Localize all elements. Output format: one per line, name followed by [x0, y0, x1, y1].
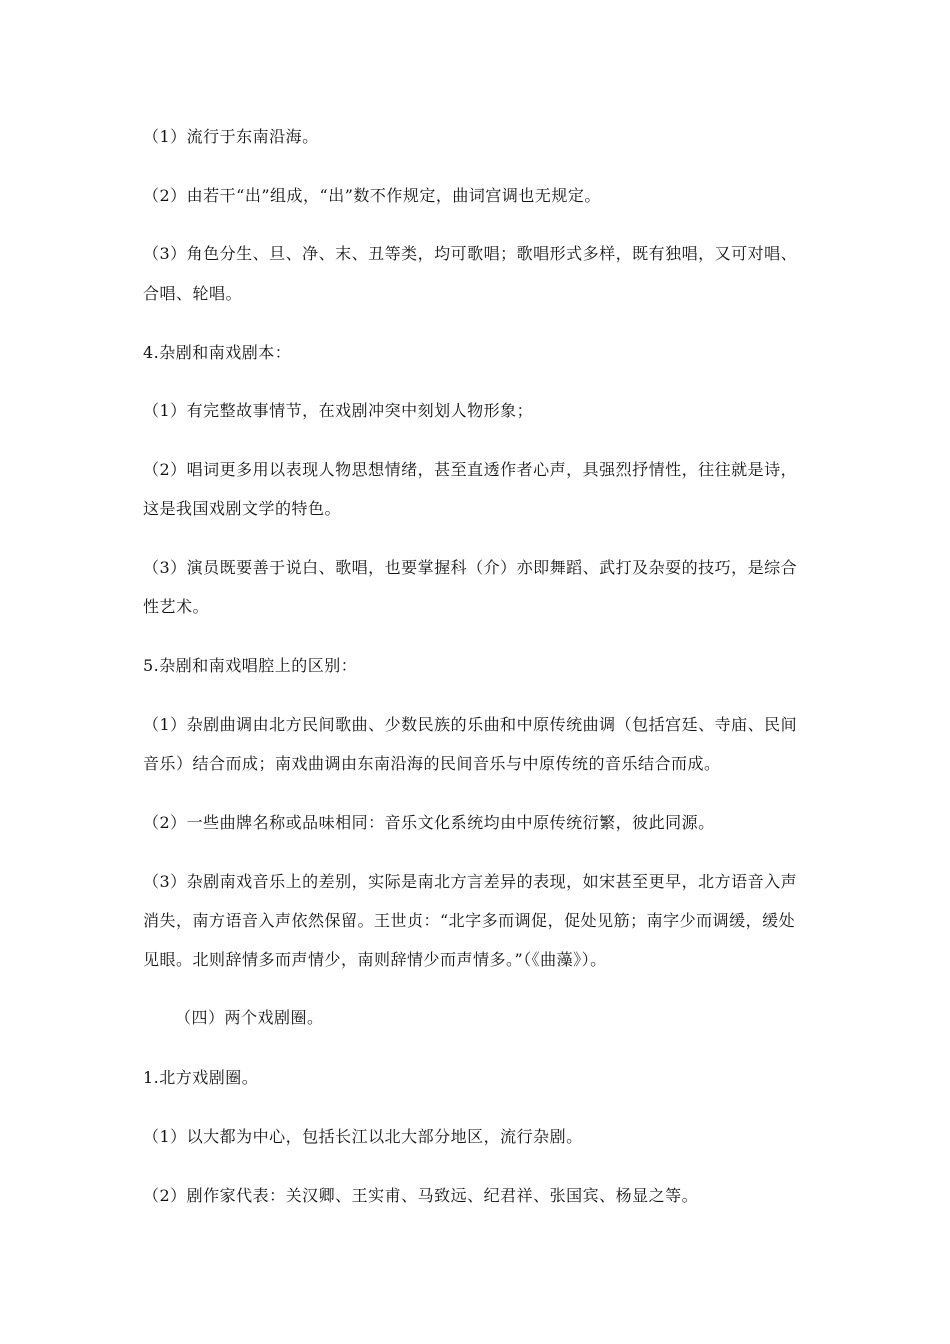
paragraph-line: （3）演员既要善于说白、歌唱，也要掌握科（介）亦即舞蹈、武打及杂耍的技巧，是综合	[143, 558, 798, 577]
paragraph-line: （3）杂剧南戏音乐上的差别，实际是南北方言差异的表现，如宋甚至更早，北方语音入声	[143, 872, 798, 891]
paragraph-line: （1）以大都为中心，包括长江以北大部分地区，流行杂剧。	[143, 1127, 583, 1146]
section-heading: （四）两个戏剧圈。	[175, 1008, 324, 1027]
paragraph-line: 这是我国戏剧文学的特色。	[143, 499, 342, 518]
paragraph-line: 音乐）结合而成；南戏曲调由东南沿海的民间音乐与中原传统的音乐结合而成。	[143, 754, 721, 773]
paragraph-line: （1）流行于东南沿海。	[143, 127, 319, 146]
section-heading: 1.北方戏剧圈。	[143, 1068, 259, 1087]
paragraph-line: （2）由若干“出”组成，“出”数不作规定，曲词宫调也无规定。	[143, 186, 601, 205]
paragraph-line: 消失，南方语音入声依然保留。王世贞：“北字多而调促，促处见筋；南字少而调缓，缓处	[143, 911, 796, 930]
paragraph-line: （1）有完整故事情节，在戏剧冲突中刻划人物形象；	[143, 401, 534, 420]
paragraph-line: 性艺术。	[143, 597, 210, 616]
paragraph-line: （2）唱词更多用以表现人物思想情绪，甚至直透作者心声，具强烈抒情性，往往就是诗，	[143, 460, 798, 479]
paragraph-line: （2）剧作家代表：关汉卿、王实甫、马致远、纪君祥、张国宾、杨显之等。	[143, 1186, 699, 1205]
section-heading: 4.杂剧和南戏剧本：	[143, 343, 292, 362]
paragraph-line: （2）一些曲牌名称或品味相同：音乐文化系统均由中原传统衍繁，彼此同源。	[143, 813, 715, 832]
paragraph-line: 合唱、轮唱。	[143, 284, 243, 303]
paragraph-line: （1）杂剧曲调由北方民间歌曲、少数民族的乐曲和中原传统曲调（包括宫廷、寺庙、民间	[143, 715, 798, 734]
paragraph-line: （3）角色分生、旦、净、末、丑等类，均可歌唱；歌唱形式多样，既有独唱，又可对唱、	[143, 244, 798, 263]
paragraph-line: 见眼。北则辞情多而声情少，南则辞情少而声情多。”（《曲藻》）。	[143, 950, 607, 969]
section-heading: 5.杂剧和南戏唱腔上的区别：	[143, 656, 358, 675]
